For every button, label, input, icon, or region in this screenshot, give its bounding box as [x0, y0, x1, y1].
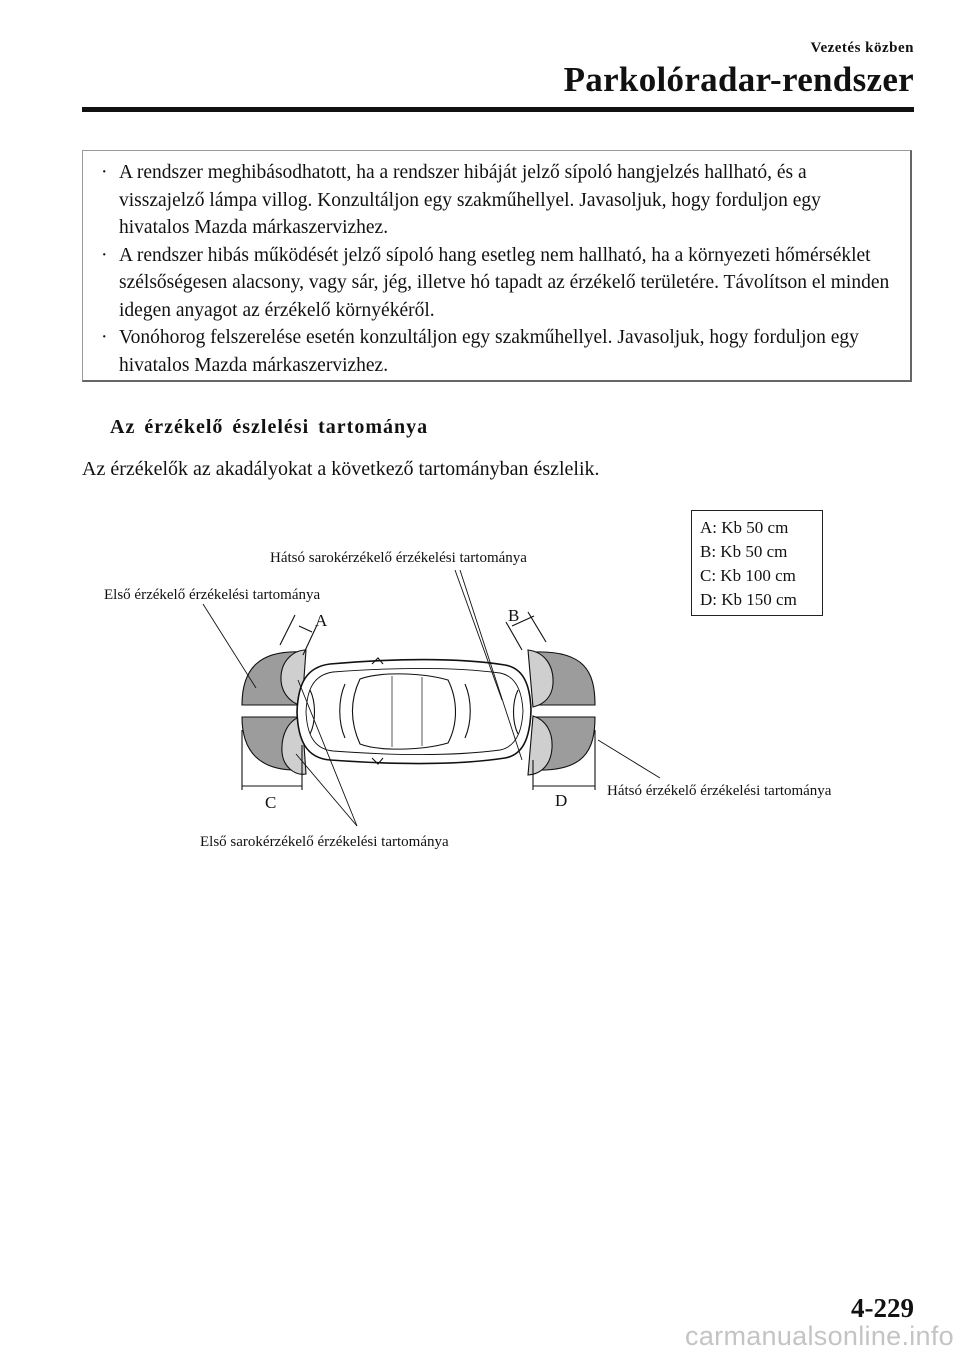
- legend-item: D: Kb 150 cm: [700, 590, 797, 609]
- page-number: 4-229: [851, 1293, 914, 1323]
- dimension-c-label: C: [265, 793, 277, 812]
- legend-item: C: Kb 100 cm: [700, 566, 796, 585]
- legend-item: A: Kb 50 cm: [700, 518, 789, 537]
- intro-paragraph: Az érzékelők az akadályokat a következő tartományban észlelik.: [82, 458, 600, 480]
- dimension-d-label: D: [555, 791, 568, 810]
- rear-sensor-label: Hátsó érzékelő érzékelési tartománya: [607, 783, 832, 799]
- section-heading: Az érzékelő észlelési tartománya: [110, 416, 429, 438]
- bullet-glyph: ·: [101, 244, 108, 266]
- note-text: A rendszer hibás működését jelző sípoló hang esetleg nem hallható, ha a környezeti hőmérséklet szélsőségesen alacsony, vagy sár, jég, illetve hó tapadt az érzékelő területére. Távolítson el minden idegen anyagot az érzékelő környékéről.: [119, 244, 890, 321]
- dimension-legend: [691, 510, 823, 616]
- bullet-glyph: ·: [101, 162, 108, 183]
- front-corner-sensor-label: Első sarokérzékelő érzékelési tartománya: [200, 834, 449, 850]
- car-top-view: [297, 658, 531, 764]
- bullet-glyph: ·: [101, 327, 108, 348]
- page-title: Parkolóradar-rendszer: [563, 60, 914, 99]
- dimension-a-label: A: [315, 611, 328, 630]
- dimension-b-label: B: [508, 606, 520, 625]
- legend-item: B: Kb 50 cm: [700, 542, 788, 561]
- front-sensor-label: Első érzékelő érzékelési tartománya: [104, 587, 321, 603]
- section-name: Vezetés közben: [810, 40, 914, 56]
- note-text: Vonóhorog felszerelése esetén konzultáljon egy szakműhellyel. Javasoljuk, hogy forduljon egy hivatalos Mazda márkaszervizhez.: [119, 327, 859, 376]
- watermark: carmanualsonline.info: [685, 1321, 954, 1351]
- rear-corner-sensor-label: Hátsó sarokérzékelő érzékelési tartománya: [270, 550, 527, 566]
- note-text: A rendszer meghibásodhatott, ha a rendszer hibáját jelző sípoló hangjelzés hallható, és a visszajelző lámpa villog. Konzultáljon egy szakműhellyel. Javasoljuk, hogy forduljon egy hivatalos Mazda márkaszervizhez.: [119, 162, 821, 238]
